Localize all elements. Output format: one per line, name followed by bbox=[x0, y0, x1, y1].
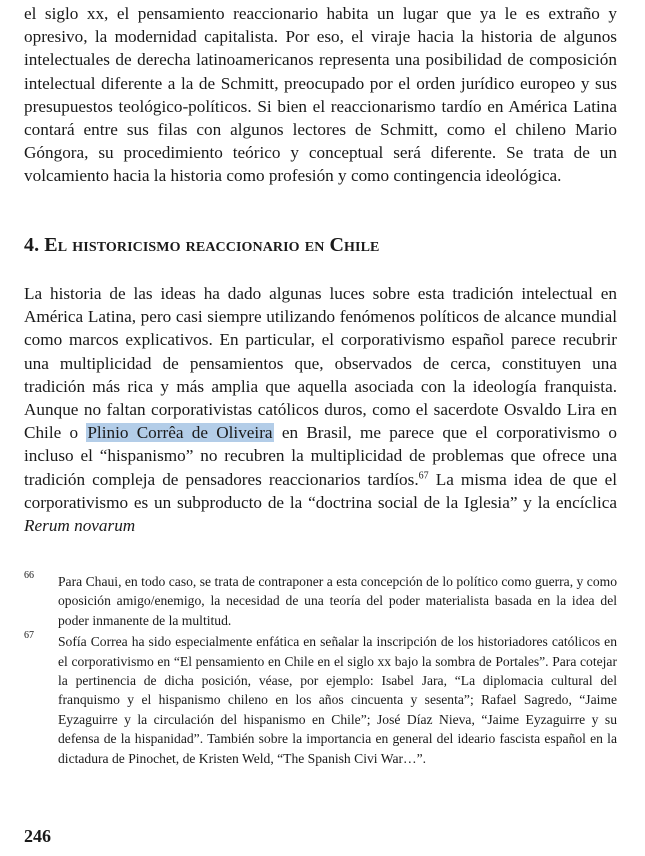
page-number: 246 bbox=[24, 826, 51, 846]
footnote-ref-67[interactable]: 67 bbox=[418, 469, 429, 481]
footnotes bbox=[24, 572, 617, 770]
footnote-text: Sofía Correa ha sido especialmente enfática en señalar la inscripción de los historiadores católicos en el corporativismo en “El pensamiento en Chile en el siglo xx bajo la sombra de Portales”. Para cotejar la pertinencia de dicha posición, véase, por ejemplo: Isabel Jara, “La diplomacia cultural del franquismo y el hispanismo chileno en los años cincuenta y sesenta”; Rafael Sagredo, “Jaime Eyzaguirre y la circulación del hispanismo en Chile”; José Díaz Nieva, “Jaime Eyzaguirre y su defensa de la hispanidad”. También sobre la importancia en general del ideario fascista español en la dictadura de Pinochet, de Kristen Weld, “The Spanish Civi War…”. bbox=[58, 634, 617, 766]
selected-text-highlight[interactable]: Plinio Corrêa de Oliveira bbox=[87, 423, 273, 443]
main-paragraph-text-2: en Brasil, me parece que el corporativismo o incluso el “hispanismo” no recubren la multiplicidad de problemas que ofrece una tradición compleja de pensadores reaccionarios tardíos. bbox=[24, 423, 617, 489]
footnote-67 bbox=[24, 632, 617, 768]
intro-paragraph: el siglo xx, el pensamiento reaccionario habita un lugar que ya le es extraño y opresivo, la modernidad capitalista. Por eso, el viraje hacia la historia de algunos intelectuales de derecha latinoamericanos representa una posibilidad de composición intelectual diferente a la de Schmitt, preocupado por el orden jurídico europeo y sus presupuestos teológico-políticos. Si bien el reaccionarismo tardío en América Latina contará entre sus filas con algunos lectores de Schmitt, como el chileno Mario Góngora, su procedimiento teórico y conceptual será diferente. Se trata de un volcamiento hacia la historia como profesión y como contingencia ideológica. bbox=[24, 4, 617, 186]
main-paragraph-text-3: La misma idea de que el corporativismo es un subproducto de la “doctrina social de la Iglesia” y la encíclica bbox=[24, 469, 617, 512]
main-paragraph bbox=[24, 282, 617, 537]
main-paragraph-text-1: La historia de las ideas ha dado algunas luces sobre esta tradición intelectual en América Latina, pero casi siempre utilizando fenómenos políticos de alcance mundial como marcos explicativos. En particular, el corporativismo español parece recubrir una multiplicidad de pensamientos que, observados de cerca, constituyen una tradición más rica y más amplia que aquella asociada con la ideología franquista. Aunque no faltan corporativistas católicos duros, como el sacerdote Osvaldo Lira en Chile o bbox=[24, 284, 617, 443]
footnote-number: 67 bbox=[24, 630, 34, 642]
italic-title: Rerum novarum bbox=[24, 516, 136, 536]
footnote-text: Para Chaui, en todo caso, se trata de contraponer a esta concepción de lo político como guerra, y como oposición amigo/enemigo, la necesidad de una teoría del poder materialista basada en la idea del poder inmanente de la multitud. bbox=[58, 574, 617, 628]
footnote-number: 66 bbox=[24, 570, 34, 581]
section-heading: 4. El historicismo reaccionario en Chile bbox=[24, 234, 380, 256]
footnote-66 bbox=[24, 572, 617, 630]
